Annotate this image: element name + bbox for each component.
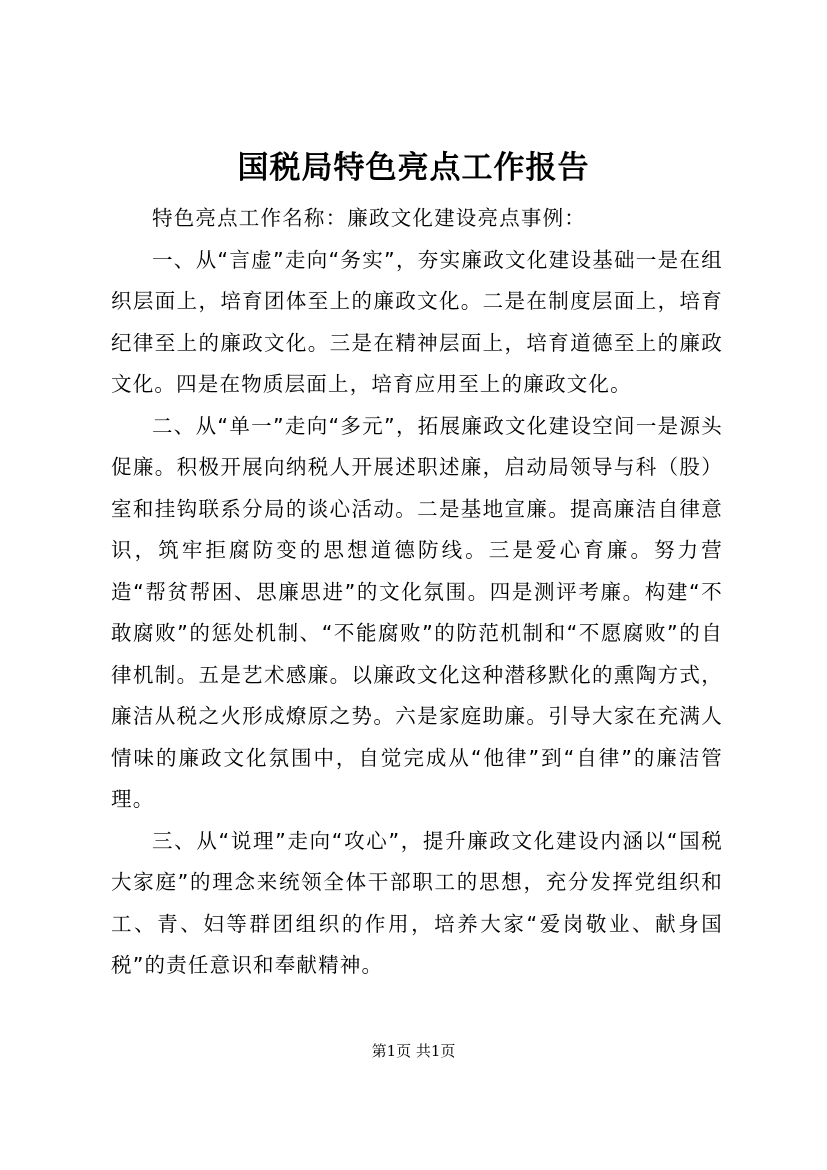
paragraph-section-2: 二、从“单一”走向“多元”，拓展廉政文化建设空间一是源头促廉。积极开展向纳税人开展述职述廉，启动局领导与科（股）室和挂钩联系分局的谈心活动。二是基地宣廉。提高廉洁自律意识，筑牢拒腐防变的思想道德防线。三是爱心育廉。努力营造“帮贫帮困、思廉思进”的文化氛围。四是测评考廉。构建“不敢腐败”的惩处机制、“不能腐败”的防范机制和“不愿腐败”的自律机制。五是艺术感廉。以廉政文化这种潜移默化的熏陶方式，廉洁从税之火形成燎原之势。六是家庭助廉。引导大家在充满人情味的廉政文化氛围中，自觉完成从“他律”到“自律”的廉洁管理。 [111, 413, 723, 811]
page-footer: 第1页 共1页 [371, 1042, 456, 1060]
paragraph-intro: 特色亮点工作名称：廉政文化建设亮点事例： [152, 206, 586, 230]
paragraph-section-1: 一、从“言虚”走向“务实”，夯实廉政文化建设基础一是在组织层面上，培育团体至上的廉政文化。二是在制度层面上，培育纪律至上的廉政文化。三是在精神层面上，培育道德至上的廉政文化。四是在物质层面上，培育应用至上的廉政文化。 [111, 247, 723, 396]
document-title: 国税局特色亮点工作报告 [237, 150, 590, 186]
document-body [111, 198, 723, 987]
paragraph-section-3: 三、从“说理”走向“攻心”，提升廉政文化建设内涵以“国税大家庭”的理念来统领全体干部职工的思想，充分发挥党组织和工、青、妇等群团组织的作用，培养大家“爱岗敬业、献身国税”的责任意识和奉献精神。 [111, 828, 723, 977]
